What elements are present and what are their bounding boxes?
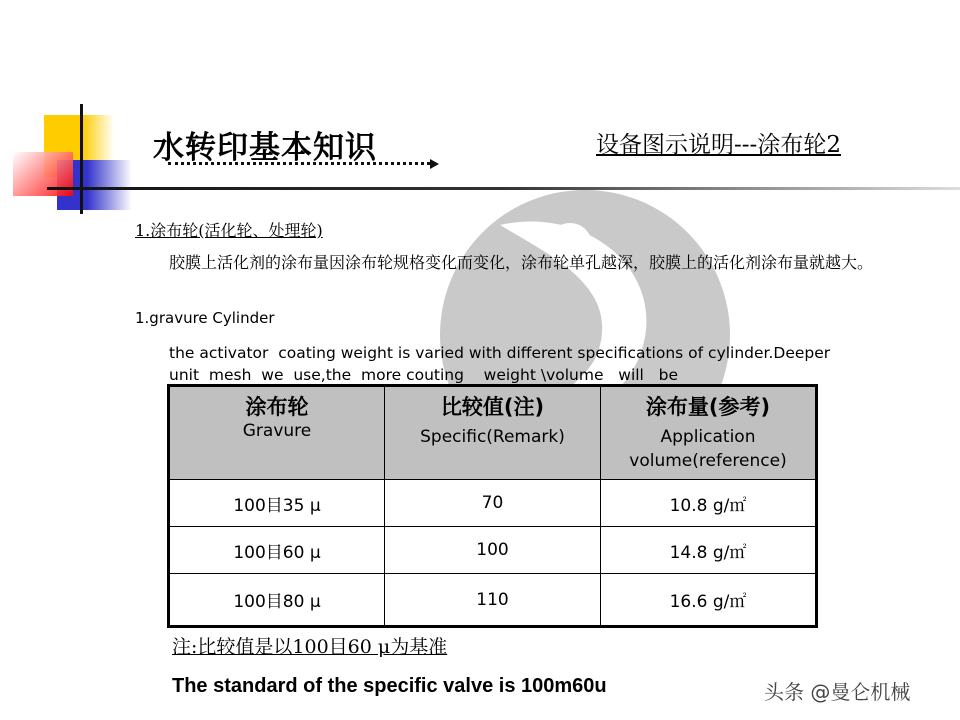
section-en-heading: 1.gravure Cylinder — [135, 309, 275, 327]
arrow-icon — [430, 159, 439, 169]
table-row — [169, 574, 817, 627]
table-row — [169, 480, 817, 527]
gravure-table — [167, 384, 818, 628]
slide-subtitle: 设备图示说明---涂布轮2 — [596, 132, 841, 158]
note-en: The standard of the specific valve is 100m60u — [172, 675, 607, 697]
cell-specific: 100 — [385, 527, 601, 574]
header-application: 涂布量(参考) Application volume(reference) — [601, 386, 817, 480]
title-dotted-line — [168, 162, 430, 165]
note-cn: 注:比较值是以100目60 μ为基准 — [172, 636, 448, 658]
section-en-text: the activator coating weight is varied with different specifications of cylinder.Deeper unit mesh we use,the more couting weight \volume will be — [169, 344, 831, 384]
section-cn-heading: 1.涂布轮(活化轮、处理轮) — [135, 221, 323, 240]
header-specific: 比较值(注) Specific(Remark) — [385, 386, 601, 480]
cell-volume: 16.6 g/㎡ — [601, 574, 817, 627]
cell-gravure: 100目35 μ — [169, 480, 385, 527]
cell-specific: 70 — [385, 480, 601, 527]
slide-title: 水转印基本知识 — [153, 130, 377, 166]
credit-watermark: 头条 @曼仑机械 — [764, 680, 911, 704]
decor-vertical-line — [80, 104, 83, 214]
cell-volume: 10.8 g/㎡ — [601, 480, 817, 527]
table-header-row — [169, 386, 817, 480]
cell-gravure: 100目80 μ — [169, 574, 385, 627]
header-gravure: 涂布轮 Gravure — [169, 386, 385, 480]
cell-specific: 110 — [385, 574, 601, 627]
section-cn-text: 胶膜上活化剂的涂布量因涂布轮规格变化而变化，涂布轮单孔越深，胶膜上的活化剂涂布量就越大。 — [169, 253, 874, 272]
cell-gravure: 100目60 μ — [169, 527, 385, 574]
cell-volume: 14.8 g/㎡ — [601, 527, 817, 574]
table-row — [169, 527, 817, 574]
